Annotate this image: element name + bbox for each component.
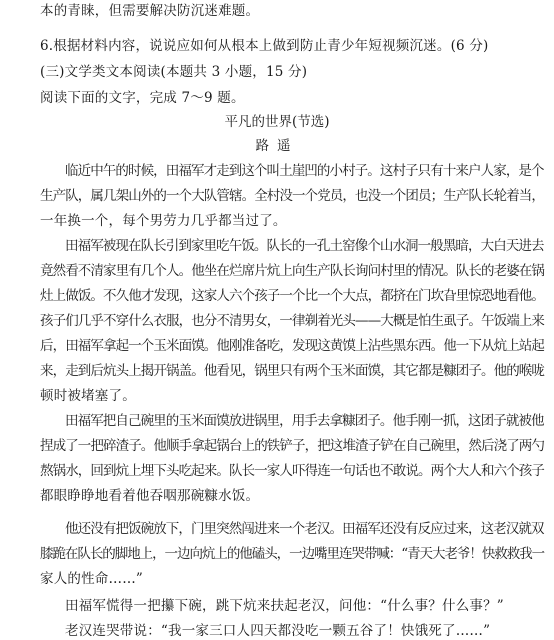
paragraph-line: 老汉连哭带说：“我一家三口人四天都没吃一颗五谷了！快饿死了……” bbox=[65, 623, 491, 639]
paragraph-line: 田福军被现在队长引到家里吃午饭。队长的一孔土窑像个山水洞一般黑暗，大白天进去 bbox=[65, 238, 544, 254]
paragraph-line: 田福军把自己碗里的玉米面馍放进锅里，用手去拿糠团子。他手刚一抓，这团子就被他 bbox=[65, 413, 544, 429]
paragraph-line: 孩子们几乎不穿什么衣服，也分不清男女，一律剃着光头——大概是怕生虱子。午饭端上来 bbox=[40, 313, 544, 329]
paragraph-line: 生产队，属几架山外的一个大队管辖。全村没一个党员，也没一个团员；生产队长轮着当， bbox=[40, 188, 544, 204]
paragraph-line: 一年换一个，每个男劳力几乎都当过了。 bbox=[40, 213, 287, 229]
paragraph-line: 后，田福军拿起一个玉米面馍。他刚准备吃，发现这黄馍上沾些黑东西。他一下从炕上站起 bbox=[40, 338, 544, 354]
paragraph-line: 熬锅水，回到炕上埋下头吃起来。队长一家人吓得连一句话也不敢说。两个大人和六个孩子 bbox=[40, 463, 544, 479]
section-heading: (三)文学类文本阅读(本题共 3 小题，15 分) bbox=[40, 64, 308, 80]
article-title: 平凡的世界(节选) bbox=[224, 114, 330, 130]
paragraph-line: 临近中午的时候，田福军才走到这个叫土崖凹的小村子。这村子只有十来户人家，是个 bbox=[65, 163, 544, 179]
paragraph-line: 顿时被堵塞了。 bbox=[40, 388, 136, 404]
paragraph-line: 田福军慌得一把攥下碗，跳下炕来扶起老汉，问他：“什么事？什么事？” bbox=[65, 598, 504, 614]
paragraph-line: 来，走到后炕头上揭开锅盖。他看见，锅里只有两个玉米面馍，其它都是糠团子。他的喉咙 bbox=[40, 363, 544, 379]
paragraph-line: 家人的性命……” bbox=[40, 571, 144, 587]
paragraph-line: 他还没有把饭碗放下，门里突然闯进来一个老汉。田福军还没有反应过来，这老汉就双 bbox=[65, 521, 544, 537]
instruction: 阅读下面的文字，完成 7～9 题。 bbox=[40, 90, 245, 106]
paragraph-line: 灶上做饭。不久他才发现，这家人六个孩子一个比一个大点，都挤在门坎旮里惊恐地看他。 bbox=[40, 288, 544, 304]
article-author: 路遥 bbox=[255, 138, 299, 154]
paragraph-line: 都眼睁睁地看着他吞咽那碗糠水饭。 bbox=[40, 488, 260, 504]
paragraph-line: 竟然看不清家里有几个人。他坐在烂席片炕上向生产队长询问村里的情况。队长的老婆在锅 bbox=[40, 263, 544, 279]
question-6: 6.根据材料内容，说说应如何从根本上做到防止青少年短视频沉迷。(6 分) bbox=[40, 38, 489, 54]
paragraph-line: 捏成了一把碎渣子。他顺手拿起锅台上的铁铲子，把这堆渣子铲在自己碗里，然后浇了两勺 bbox=[40, 438, 544, 454]
text-line: 本的青睐，但需要解决防沉迷难题。 bbox=[40, 3, 260, 19]
paragraph-line: 膝跪在队长的脚地上，一边向炕上的他磕头，一边嘴里连哭带喊：“青天大老爷！快救救我一 bbox=[40, 546, 545, 562]
